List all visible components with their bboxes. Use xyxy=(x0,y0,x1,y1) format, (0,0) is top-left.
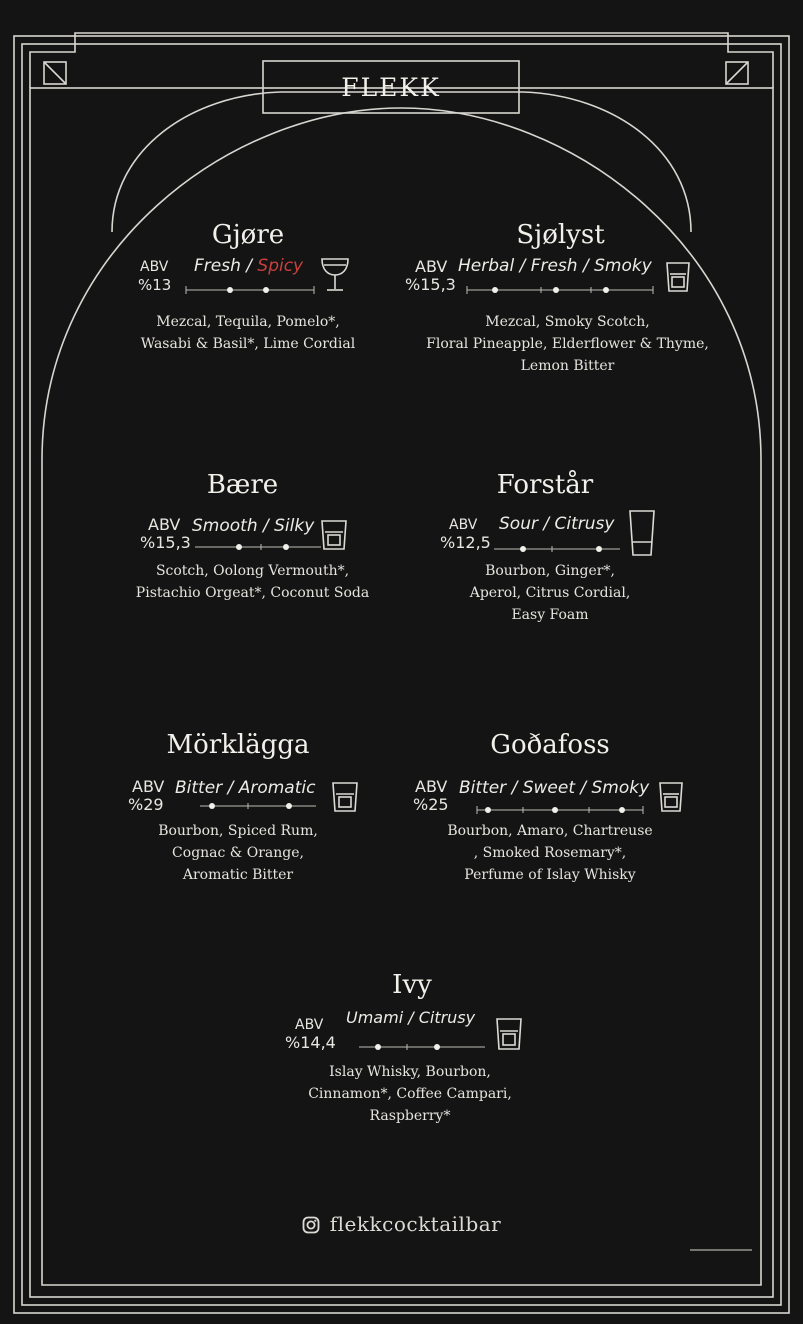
ingredient-line: Perfume of Islay Whisky xyxy=(464,867,636,883)
cocktail-name: Gjøre xyxy=(211,220,285,250)
ingredients xyxy=(405,560,695,626)
highball-glass-icon xyxy=(628,508,656,558)
ingredient-line: Wasabi & Basil*, Lime Cordial xyxy=(140,336,356,352)
ingredient-line: Mezcal, Tequila, Pomelo*, xyxy=(156,314,340,330)
ingredient-line: Bourbon, Amaro, Chartreuse xyxy=(447,823,653,839)
cocktail-baere xyxy=(115,470,390,610)
flavor-scale xyxy=(193,540,323,554)
flavor-profile-text: Bitter / Sweet / Smoky xyxy=(459,778,650,798)
cocktail-name: Sjølyst xyxy=(516,220,605,250)
scale-marker xyxy=(263,287,269,293)
cocktail-morklagga xyxy=(110,730,390,890)
scale-marker xyxy=(227,287,233,293)
instagram-icon xyxy=(302,1216,320,1234)
abv-value: %15,3 xyxy=(140,533,191,552)
flavor-scale xyxy=(184,283,316,297)
flavor-profile-text: Herbal / Fresh / Smoky xyxy=(458,256,652,276)
ingredient-line: Raspberry* xyxy=(369,1108,451,1124)
ingredients xyxy=(98,820,378,886)
bar-name-title: FLEKK xyxy=(341,72,441,102)
ingredients xyxy=(405,311,730,377)
flavor-profile xyxy=(194,256,303,276)
scale-marker xyxy=(485,807,491,813)
ingredients xyxy=(115,560,390,604)
cocktail-forstar xyxy=(410,470,700,630)
flavor-scale xyxy=(492,542,622,556)
ingredient-line: Scotch, Oolong Vermouth*, xyxy=(155,563,350,579)
abv-label: ABV xyxy=(132,777,165,796)
cocktail-gjore xyxy=(98,220,398,370)
abv-value: %12,5 xyxy=(440,533,491,552)
ingredient-line: Bourbon, Ginger*, xyxy=(485,563,615,579)
abv-block xyxy=(128,778,164,814)
abv-block xyxy=(413,778,449,814)
cocktail-name: Goðafoss xyxy=(490,730,610,760)
abv-block xyxy=(140,516,191,552)
scale-marker xyxy=(619,807,625,813)
abv-value: %14,4 xyxy=(285,1033,336,1052)
abv-label: ABV xyxy=(415,257,448,276)
flavor-profile-highlight: Spicy xyxy=(257,256,304,276)
abv-value: %15,3 xyxy=(405,275,456,294)
ingredient-line: Islay Whisky, Bourbon, xyxy=(329,1064,491,1080)
flavor-scale xyxy=(198,799,318,813)
abv-label: ABV xyxy=(415,777,448,796)
abv-value: %25 xyxy=(413,795,449,814)
rocks-glass-icon xyxy=(331,780,359,814)
flavor-scale xyxy=(465,283,655,297)
ingredient-line: Aperol, Citrus Cordial, xyxy=(469,585,631,601)
abv-label: ABV xyxy=(148,515,181,534)
flavor-profile-text: Smooth / Silky xyxy=(192,516,315,536)
instagram-handle[interactable]: flekkcocktailbar xyxy=(329,1212,502,1236)
coupe-glass-icon xyxy=(320,256,350,294)
ingredient-line: Aromatic Bitter xyxy=(182,867,294,883)
scale-marker xyxy=(236,544,242,550)
abv-block xyxy=(440,516,491,552)
ingredient-line: Cinnamon*, Coffee Campari, xyxy=(308,1086,512,1102)
flavor-profile-text: Bitter / Aromatic xyxy=(175,778,316,798)
ingredient-line: Mezcal, Smoky Scotch, xyxy=(485,314,650,330)
flavor-profile xyxy=(499,514,614,534)
ingredient-line: Bourbon, Spiced Rum, xyxy=(158,823,318,839)
ingredient-line: Cognac & Orange, xyxy=(172,845,304,861)
scale-marker xyxy=(520,546,526,552)
scale-marker xyxy=(603,287,609,293)
scale-marker xyxy=(596,546,602,552)
ingredient-line: , Smoked Rosemary*, xyxy=(473,845,627,861)
abv-block xyxy=(405,258,456,294)
ingredient-line: Floral Pineapple, Elderflower & Thyme, xyxy=(426,336,709,352)
rocks-glass-icon xyxy=(495,1016,523,1052)
scale-marker xyxy=(492,287,498,293)
rocks-glass-icon xyxy=(665,260,691,294)
flavor-scale xyxy=(357,1040,487,1054)
abv-value: %29 xyxy=(128,795,164,814)
scale-marker xyxy=(434,1044,440,1050)
flavor-profile-text: Umami / Citrusy xyxy=(346,1008,476,1027)
cocktail-name: Mörklägga xyxy=(166,730,310,760)
instagram-footer[interactable] xyxy=(0,1212,803,1236)
cocktail-name: Forstår xyxy=(496,470,594,500)
abv-label: ABV xyxy=(140,259,169,275)
ingredient-line: Pistachio Orgeat*, Coconut Soda xyxy=(135,585,370,601)
abv-label: ABV xyxy=(449,517,478,533)
abv-block xyxy=(285,1016,336,1052)
ingredients xyxy=(400,820,700,886)
flavor-profile xyxy=(175,778,315,798)
cocktail-name: Ivy xyxy=(392,970,432,1000)
ingredient-line: Easy Foam xyxy=(511,607,589,623)
rocks-glass-icon xyxy=(658,780,684,814)
flavor-profile xyxy=(346,1008,475,1027)
abv-label: ABV xyxy=(295,1017,324,1033)
rocks-glass-icon xyxy=(320,518,348,552)
abv-value: %13 xyxy=(138,276,172,294)
scale-marker xyxy=(552,807,558,813)
scale-marker xyxy=(286,803,292,809)
flavor-scale xyxy=(475,803,645,817)
ingredient-line: Lemon Bitter xyxy=(520,358,615,374)
cocktail-name: Bære xyxy=(206,470,279,500)
flavor-profile xyxy=(192,516,314,536)
scale-marker xyxy=(553,287,559,293)
cocktail-ivy xyxy=(262,970,562,1130)
ingredients xyxy=(98,311,398,355)
scale-marker xyxy=(209,803,215,809)
cocktail-godafoss xyxy=(405,730,705,890)
flavor-profile-text: Sour / Citrusy xyxy=(499,514,615,534)
flavor-profile xyxy=(458,256,652,276)
abv-block xyxy=(138,258,171,294)
flavor-profile xyxy=(459,778,649,798)
scale-marker xyxy=(375,1044,381,1050)
flavor-profile-text: Fresh / xyxy=(194,256,258,276)
ingredients xyxy=(260,1061,560,1127)
scale-marker xyxy=(283,544,289,550)
cocktail-sjolyst xyxy=(405,220,730,390)
